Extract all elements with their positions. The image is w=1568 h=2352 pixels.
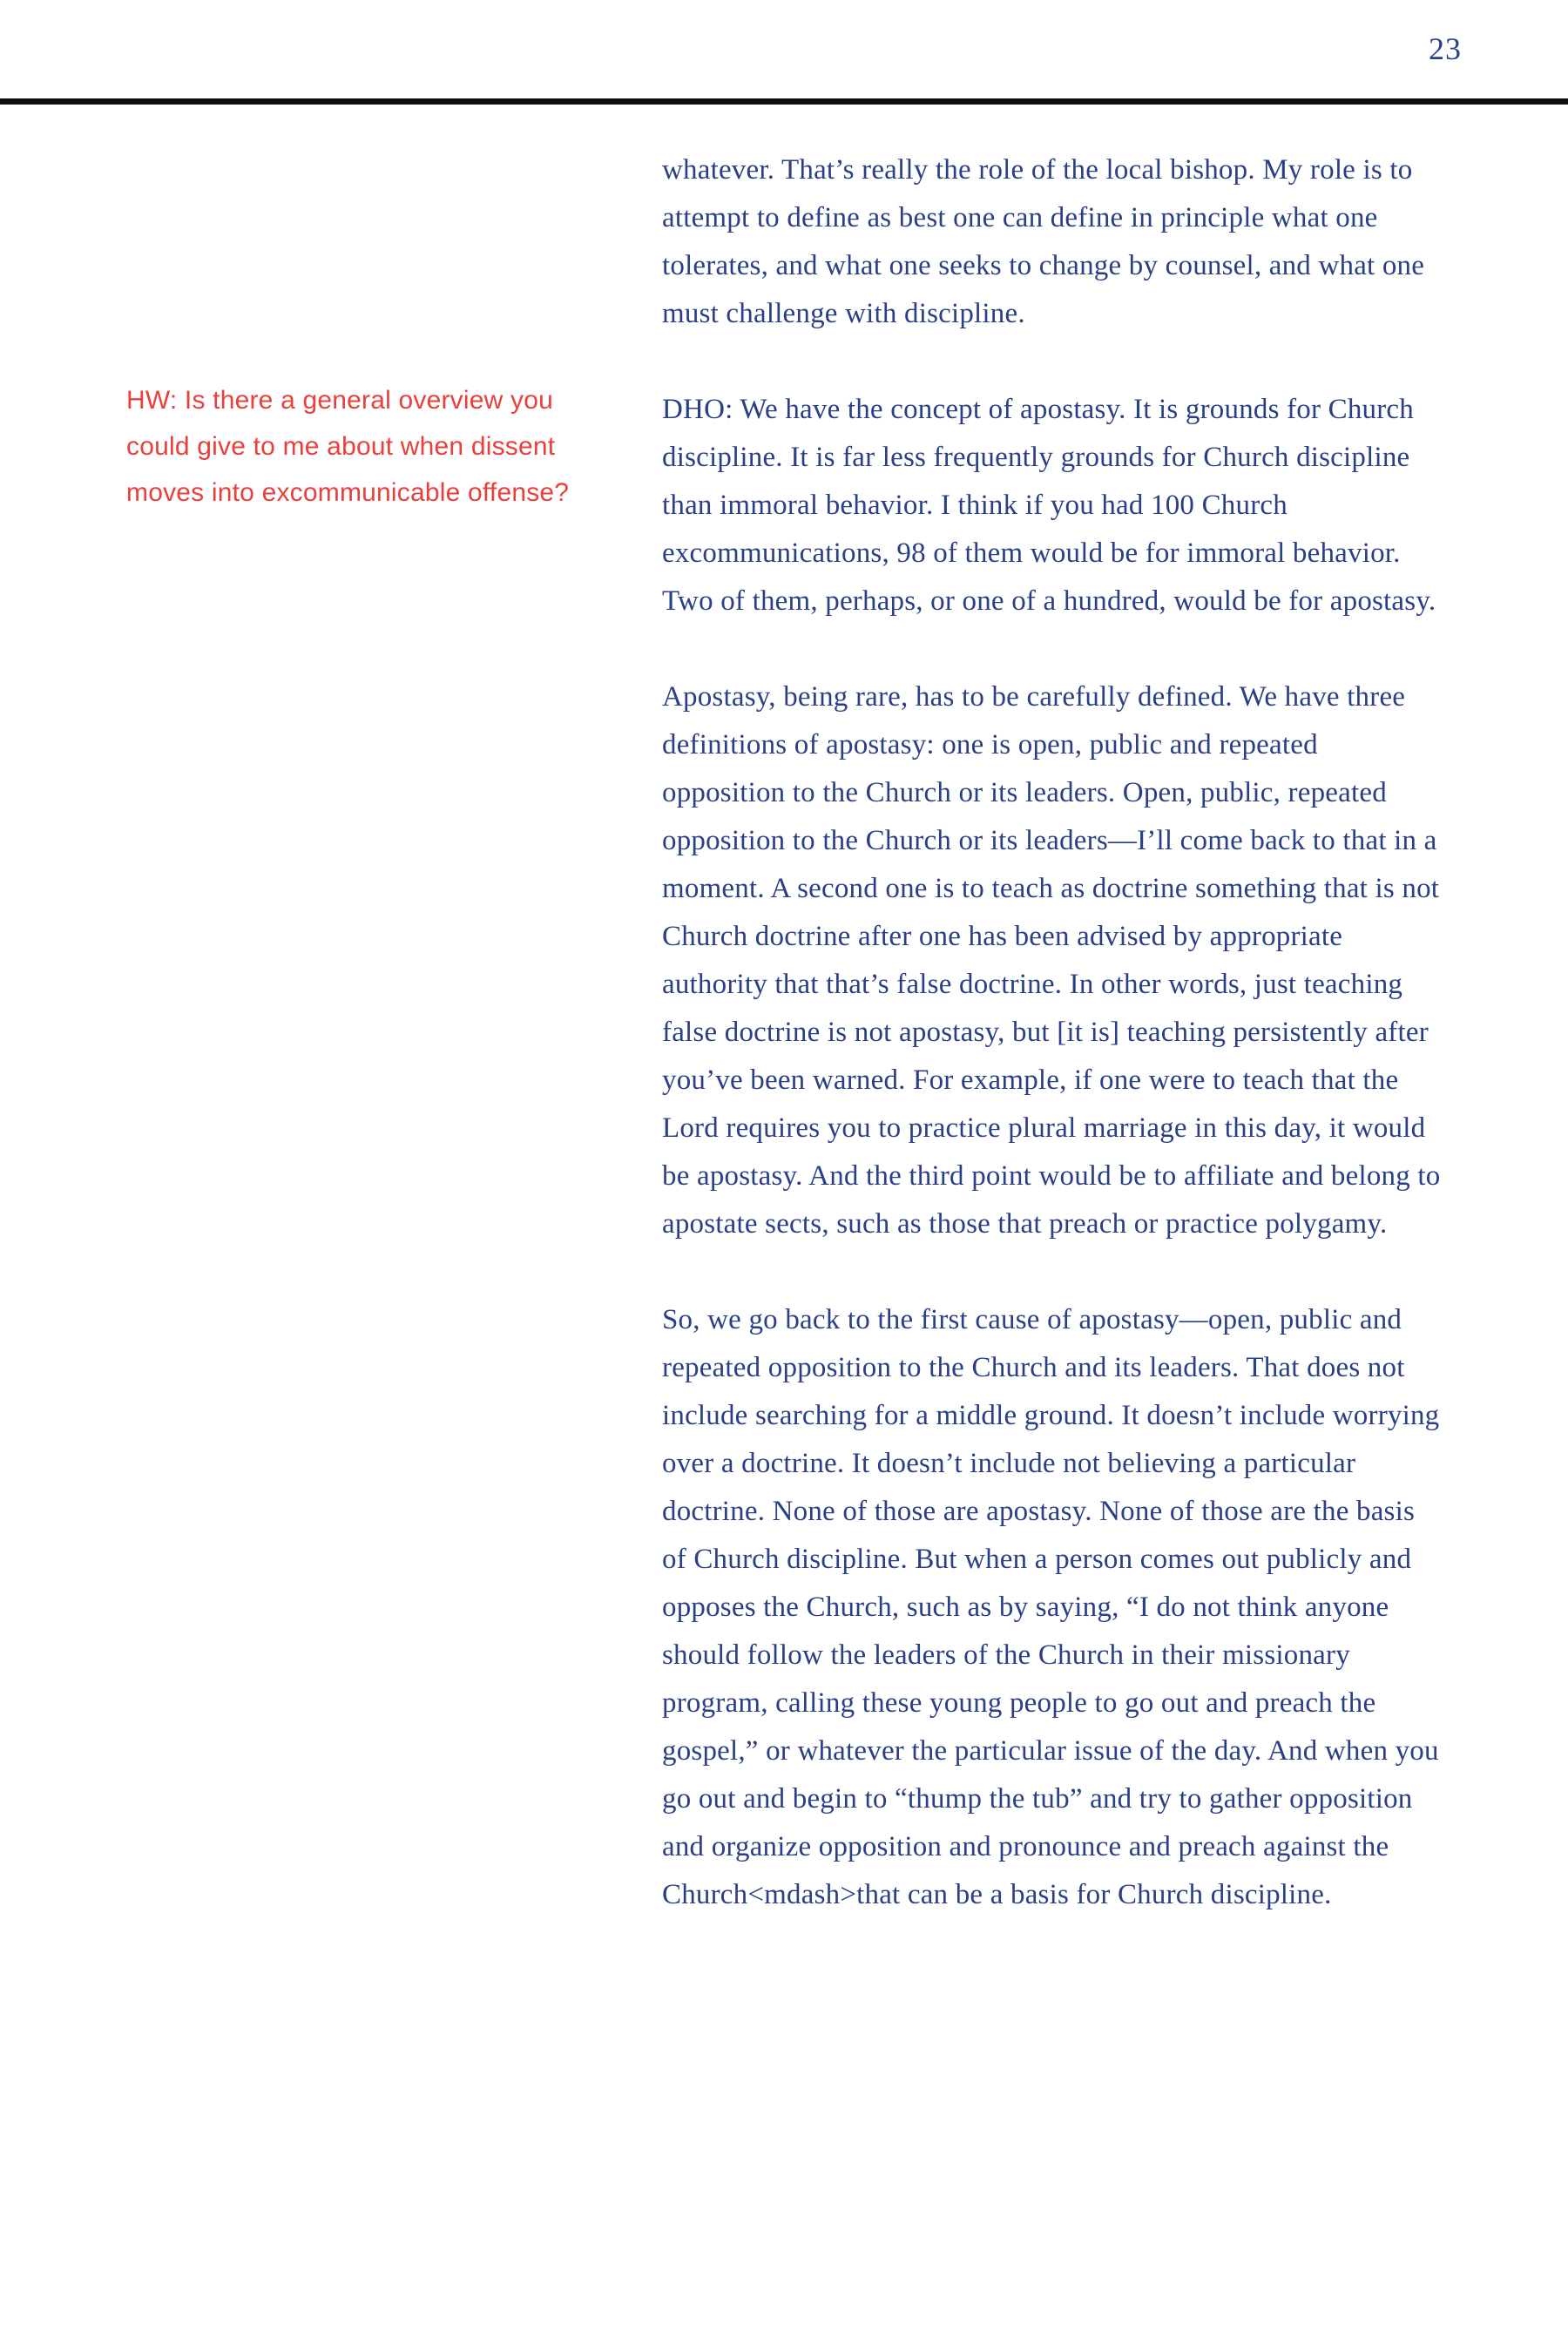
interviewer-question: HW: Is there a general overview you could give to me about when dissent moves into excommunicable offense?	[126, 386, 570, 507]
body-paragraph: So, we go back to the first cause of apostasy—open, public and repeated opposition to the Church and its leaders. That does not include searching for a middle ground. It doesn’t include worrying over a doctrine. It doesn’t include not believing a particular doctrine. None of those are apostasy. None of those are the basis of Church discipline. But when a person comes out publicly and opposes the Church, such as by saying, “I do not think anyone should follow the leaders of the Church in their missionary program, calling these young people to go out and preach the gospel,” or whatever the particular issue of the day. And when you go out and begin to “thump the tub” and try to gather opposition and organize opposition and pronounce and preach against the Church<mdash>that can be a basis for Church discipline.	[662, 1304, 1440, 1910]
page-number: 23	[1429, 31, 1462, 66]
body-paragraph: Apostasy, being rare, has to be carefully defined. We have three definitions of apostasy: one is open, public and repeated opposition to the Church or its leaders. Open, public, repeated opposition to the Church or its leaders—I’ll come back to that in a moment. A second one is to teach as doctrine something that is not Church doctrine after one has been advised by appropriate authority that that’s false doctrine. In other words, just teaching false doctrine is not apostasy, but [it is] teaching persistently after you’ve been warned. For example, if one were to teach that the Lord requires you to practice plural marriage in this day, it would be apostasy. And the third point would be to affiliate and belong to apostate sects, such as those that preach or practice polygamy.	[662, 681, 1441, 1240]
header-rule	[0, 98, 1568, 105]
body-paragraph: DHO: We have the concept of apostasy. It is grounds for Church discipline. It is far less frequently grounds for Church discipline than immoral behavior. I think if you had 100 Church excommunications, 98 of them would be for immoral behavior. Two of them, perhaps, or one of a hundred, would be for apostasy.	[662, 394, 1436, 617]
body-paragraph: whatever. That’s really the role of the local bishop. My role is to attempt to define as best one can define in principle what one tolerates, and what one seeks to change by counsel, and what one must challenge with discipline.	[662, 154, 1425, 329]
answer-column	[662, 146, 1446, 1967]
